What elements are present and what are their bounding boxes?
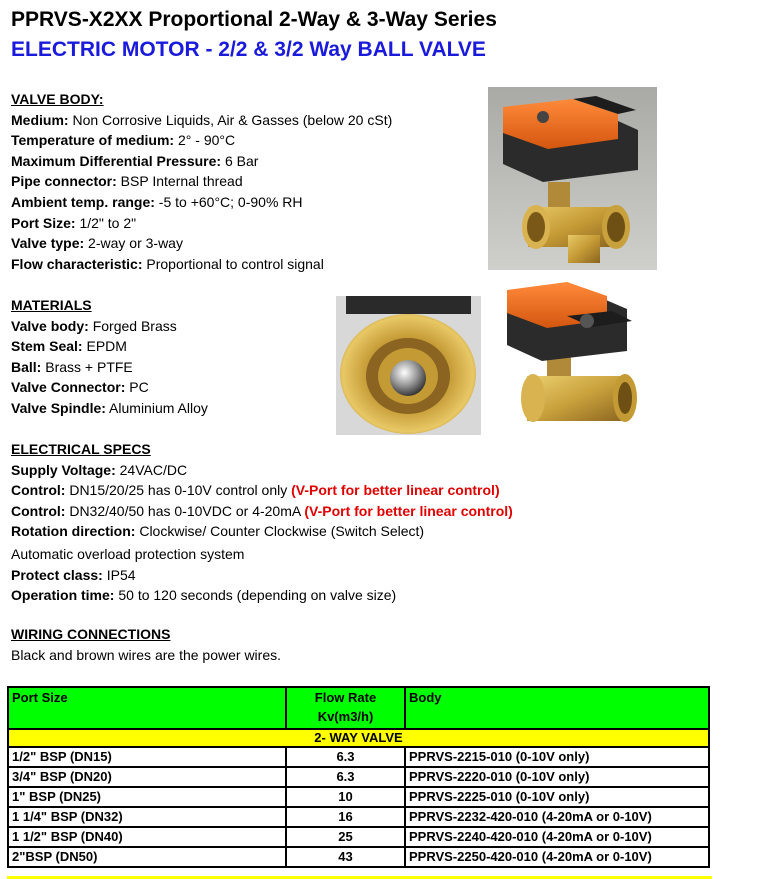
port-cell: 1 1/4" BSP (DN32): [8, 807, 286, 827]
body-cell: PPRVS-2240-420-010 (4-20mA or 0-10V): [405, 827, 709, 847]
spec-row: Supply Voltage: 24VAC/DC: [11, 461, 188, 478]
table-group-row: [8, 729, 709, 747]
electrical-heading: ELECTRICAL SPECS: [11, 441, 151, 457]
spec-row: Automatic overload protection system: [11, 545, 245, 562]
kv-cell: 10: [286, 787, 405, 807]
table-row: [8, 847, 709, 867]
column-header-flow: Flow Rate Kv(m3/h): [286, 687, 405, 729]
spec-row: Valve Spindle: Aluminium Alloy: [11, 399, 208, 416]
spec-row: Ball: Brass + PTFE: [11, 358, 133, 375]
body-cell: PPRVS-2225-010 (0-10V only): [405, 787, 709, 807]
column-header-port: Port Size: [8, 687, 286, 729]
body-cell: PPRVS-2250-420-010 (4-20mA or 0-10V): [405, 847, 709, 867]
valve-body-section: [11, 89, 392, 274]
kv-cell: 43: [286, 847, 405, 867]
spec-row: Operation time: 50 to 120 seconds (depending on valve size): [11, 587, 397, 604]
spec-row: Port Size: 1/2" to 2": [11, 214, 137, 231]
valve-photo-2way: [497, 276, 647, 441]
table-header-row: [8, 687, 709, 729]
body-cell: PPRVS-2232-420-010 (4-20mA or 0-10V): [405, 807, 709, 827]
spec-row: Pipe connector: BSP Internal thread: [11, 173, 243, 190]
spec-row: Rotation direction: Clockwise/ Counter Clockwise (Switch Select): [11, 523, 425, 540]
valve-body-heading: VALVE BODY:: [11, 91, 104, 107]
wiring-section: [11, 624, 281, 665]
column-header-body: Body: [405, 687, 709, 729]
spec-row: Maximum Differential Pressure: 6 Bar: [11, 152, 259, 169]
materials-section: [11, 295, 208, 419]
table-row: [8, 747, 709, 767]
electrical-section: [11, 439, 513, 606]
kv-cell: 25: [286, 827, 405, 847]
spec-row: Valve Connector: PC: [11, 379, 149, 396]
table-row: [8, 767, 709, 787]
valve-photo-interior: [336, 296, 481, 435]
vport-note: (V-Port for better linear control): [291, 482, 500, 499]
body-cell: PPRVS-2220-010 (0-10V only): [405, 767, 709, 787]
spec-row: Control: DN32/40/50 has 0-10VDC or 4-20mA (V-Port for better linear control): [11, 502, 513, 519]
port-cell: 2"BSP (DN50): [8, 847, 286, 867]
port-cell: 1/2" BSP (DN15): [8, 747, 286, 767]
valve-table: [7, 686, 710, 868]
spec-row: Control: DN15/20/25 has 0-10V control only (V-Port for better linear control): [11, 482, 500, 499]
wiring-heading: WIRING CONNECTIONS: [11, 626, 171, 642]
kv-cell: 16: [286, 807, 405, 827]
port-cell: 1 1/2" BSP (DN40): [8, 827, 286, 847]
spec-row: Protect class: IP54: [11, 566, 136, 583]
spec-row: Flow characteristic: Proportional to control signal: [11, 255, 324, 272]
spec-row: Valve body: Forged Brass: [11, 317, 177, 334]
spec-row: Ambient temp. range: -5 to +60°C; 0-90% RH: [11, 193, 303, 210]
page-title: PPRVS-X2XX Proportional 2-Way & 3-Way Series: [11, 8, 497, 31]
valve-photo-3way: [488, 87, 657, 270]
page-subtitle: ELECTRIC MOTOR - 2/2 & 3/2 Way BALL VALVE: [11, 38, 486, 61]
spec-row: Stem Seal: EPDM: [11, 338, 127, 355]
table-row: [8, 787, 709, 807]
table-row: [8, 827, 709, 847]
vport-note: (V-Port for better linear control): [304, 502, 513, 519]
spec-row: Valve type: 2-way or 3-way: [11, 235, 183, 252]
materials-heading: MATERIALS: [11, 297, 92, 313]
spec-row: Temperature of medium: 2° - 90°C: [11, 132, 236, 149]
kv-cell: 6.3: [286, 747, 405, 767]
group-label: 2- WAY VALVE: [8, 729, 709, 747]
kv-cell: 6.3: [286, 767, 405, 787]
wiring-text: Black and brown wires are the power wires.: [11, 646, 282, 663]
port-cell: 3/4" BSP (DN20): [8, 767, 286, 787]
table-row: [8, 807, 709, 827]
spec-row: Medium: Non Corrosive Liquids, Air & Gasses (below 20 cSt): [11, 111, 393, 128]
body-cell: PPRVS-2215-010 (0-10V only): [405, 747, 709, 767]
port-cell: 1" BSP (DN25): [8, 787, 286, 807]
